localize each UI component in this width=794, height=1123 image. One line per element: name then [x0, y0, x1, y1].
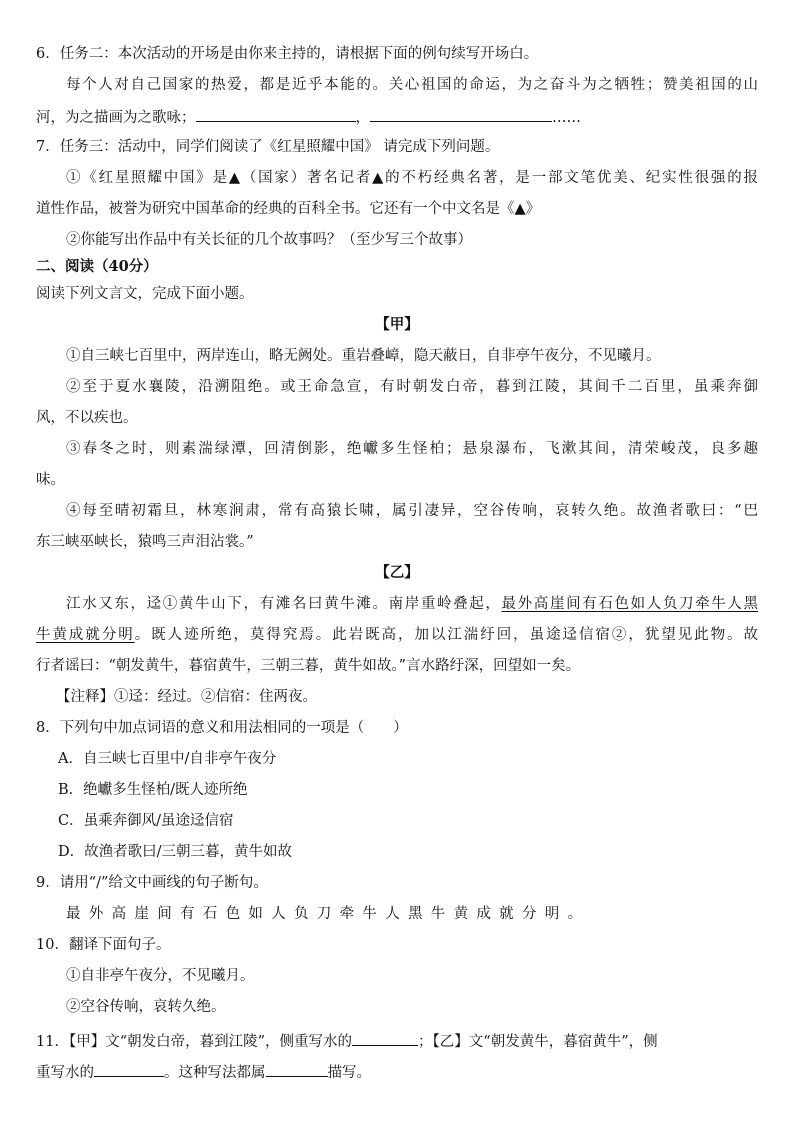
q10-sentence-1: ①自非亭午夜分，不见曦月。 [66, 968, 255, 984]
q11-text: 描写。 [327, 1065, 371, 1081]
passage-jia-para-2-line-2: 风，不以疾也。 [36, 410, 138, 426]
q11-text: 重写水的 [36, 1065, 94, 1081]
q8-heading: 8．下列句中加点词语的意义和用法相同的一项是（ ） [36, 720, 408, 736]
passage-jia-para-3-line-1: ③春冬之时，则素湍绿潭，回清倒影，绝巘多生怪柏；悬泉瀑布，飞漱其间，清荣峻茂，良多趣 [66, 441, 758, 457]
passage-jia-para-2-line-1: ②至于夏水襄陵，沿溯阻绝。或王命急宣，有时朝发白帝，暮到江陵，其间千二百里，虽乘奔御 [66, 379, 758, 395]
q10-sentence-2: ②空谷传响，哀转久绝。 [66, 999, 226, 1015]
section-2-intro: 阅读下列文言文，完成下面小题。 [36, 286, 254, 302]
passage-yi-label: 【乙】 [375, 564, 419, 581]
passage-jia-para-4-line-2: 东三峡巫峡长，猿鸣三声泪沾裳。” [36, 534, 254, 550]
q9-sentence: 最外高崖间有石色如人负刀牵牛人黑牛黄成就分明。 [66, 906, 591, 922]
q6-example-line-1: 每个人对自己国家的热爱，都是近乎本能的。关心祖国的命运，为之奋斗为之牺牲；赞美祖国的山 [66, 77, 758, 93]
q11-line-1 [36, 1030, 758, 1052]
passage-yi-note: 【注释】①迳：经过。②信宿：住两夜。 [56, 689, 317, 705]
passage-yi-line-1 [66, 594, 758, 614]
q6-example-text: 河，为之描画为之歌咏； [36, 110, 196, 126]
passage-yi-line-3: 行者谣曰：“朝发黄牛，暮宿黄牛，三朝三暮，黄牛如故。”言水路纡深，回望如一矣。 [36, 658, 581, 674]
q6-ellipsis: …… [552, 110, 581, 126]
q7-part1-line-2: 道性作品，被誉为研究中国革命的经典的百科全书。它还有一个中文名是《▲》 [36, 201, 541, 217]
section-2-title: 二、阅读（40分） [36, 258, 158, 275]
q8-option-b[interactable]: B．绝巘多生怪柏/既人迹所绝 [58, 782, 248, 798]
passage-yi-text: 江水又东，迳①黄牛山下，有滩名曰黄牛滩。南岸重岭叠起， [66, 596, 502, 612]
q11-text: 11．【甲】文“朝发白帝，暮到江陵”，侧重写水的 [36, 1034, 353, 1050]
underlined-sentence-part-2: 牛黄成就分明 [36, 627, 135, 643]
q11-text: 。这种写法都属 [164, 1065, 266, 1081]
q11-text: ；【乙】文“朝发黄牛，暮宿黄牛”，侧 [418, 1034, 658, 1050]
q6-blank-2[interactable] [370, 106, 552, 122]
q8-option-d[interactable]: D．故渔者歌曰/三朝三暮，黄牛如故 [58, 844, 293, 860]
q11-blank-2[interactable] [94, 1061, 164, 1077]
q7-part2: ②你能写出作品中有关长征的几个故事吗？（至少写三个故事） [66, 232, 472, 248]
q11-blank-3[interactable] [266, 1061, 328, 1077]
q11-line-2 [36, 1061, 758, 1083]
q7-part1-line-1: ①《红星照耀中国》是▲（国家）著名记者▲的不朽经典名著，是一部文笔优美、纪实性很强的报 [66, 170, 758, 186]
q11-blank-1[interactable] [352, 1030, 418, 1046]
q8-option-c[interactable]: C．虽乘奔御风/虽途迳信宿 [58, 813, 234, 829]
passage-yi-line-2 [36, 625, 758, 645]
q6-blank-1[interactable] [196, 106, 356, 122]
passage-jia-para-4-line-1: ④每至晴初霜旦，林寒涧肃，常有高猿长啸，属引凄异，空谷传响，哀转久绝。故渔者歌曰：“巴 [66, 503, 758, 519]
q10-heading: 10．翻译下面句子。 [36, 937, 171, 953]
passage-yi-text: 。既人迹所绝，莫得究焉。此岩既高，加以江湍纡回，虽途迳信宿②，犹望见此物。故 [134, 627, 759, 643]
underlined-sentence-part-1: 最外高崖间有石色如人负刀牵牛人黑 [501, 596, 759, 612]
passage-jia-para-3-line-2: 味。 [36, 472, 65, 488]
q9-heading: 9．请用“/”给文中画线的句子断句。 [36, 875, 268, 891]
passage-jia-para-1: ①自三峡七百里中，两岸连山，略无阙处。重岩叠嶂，隐天蔽日，自非亭午夜分，不见曦月。 [66, 348, 661, 364]
q6-heading: 6．任务二：本次活动的开场是由你来主持的，请根据下面的例句续写开场白。 [36, 46, 539, 62]
q7-heading: 7．任务三：活动中，同学们阅读了《红星照耀中国》 请完成下列问题。 [36, 139, 500, 155]
q8-option-a[interactable]: A．自三峡七百里中/自非亭午夜分 [58, 751, 277, 767]
q6-separator: ， [355, 110, 370, 126]
passage-jia-label: 【甲】 [375, 316, 419, 333]
q6-example-line-2 [36, 106, 758, 128]
